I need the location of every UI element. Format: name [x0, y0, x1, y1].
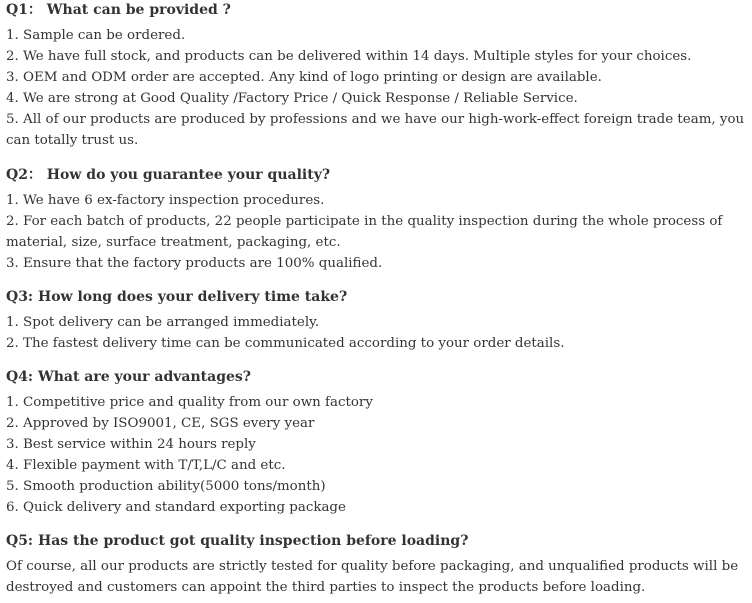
- answer-list: [6, 312, 746, 354]
- question-heading: Q3: How long does your delivery time take?: [6, 289, 348, 305]
- answer-item: Of course, all our products are strictly tested for quality before packaging, and unqualified products will be destroyed and customers can appoint the third parties to inspect the products before loading.: [6, 559, 739, 595]
- question-heading: Q1： What can be provided ?: [6, 2, 231, 18]
- faq-q1: [6, 0, 746, 151]
- answer-item: 6. Quick delivery and standard exporting package: [6, 500, 346, 515]
- answer-item: 3. Best service within 24 hours reply: [6, 437, 256, 452]
- answer-item: 5. Smooth production ability(5000 tons/month): [6, 479, 326, 494]
- answer-item: 4. We are strong at Good Quality /Factory Price / Quick Response / Reliable Service.: [6, 91, 578, 106]
- answer-list: [6, 392, 746, 518]
- answer-item: 2. We have full stock, and products can be delivered within 14 days. Multiple styles for your choices.: [6, 49, 692, 64]
- faq-q4: [6, 354, 746, 518]
- answer-item: 1. Spot delivery can be arranged immediately.: [6, 315, 320, 330]
- faq-q5: [6, 518, 746, 598]
- answer-item: 5. All of our products are produced by professions and we have our high-work-effect foreign trade team, you can totally trust us.: [6, 112, 745, 148]
- faq-q3: [6, 274, 746, 354]
- answer-list: [6, 556, 746, 598]
- answer-item: 2. The fastest delivery time can be communicated according to your order details.: [6, 336, 565, 351]
- answer-item: 4. Flexible payment with T/T,L/C and etc.: [6, 458, 286, 473]
- answer-item: 3. Ensure that the factory products are 100% qualified.: [6, 256, 383, 271]
- question-heading: Q2： How do you guarantee your quality?: [6, 167, 331, 183]
- answer-item: 3. OEM and ODM order are accepted. Any kind of logo printing or design are available.: [6, 70, 602, 85]
- answer-item: 2. Approved by ISO9001, CE, SGS every year: [6, 416, 315, 431]
- answer-item: 1. We have 6 ex-factory inspection procedures.: [6, 193, 325, 208]
- question-heading: Q5: Has the product got quality inspection before loading?: [6, 533, 469, 549]
- question-heading: Q4: What are your advantages?: [6, 369, 251, 385]
- answer-item: 2. For each batch of products, 22 people participate in the quality inspection during the whole process of material, size, surface treatment, packaging, etc.: [6, 214, 723, 250]
- faq-q2: [6, 151, 746, 274]
- answer-list: [6, 190, 746, 274]
- answer-list: [6, 25, 746, 151]
- answer-item: 1. Competitive price and quality from our own factory: [6, 395, 373, 410]
- answer-item: 1. Sample can be ordered.: [6, 28, 186, 43]
